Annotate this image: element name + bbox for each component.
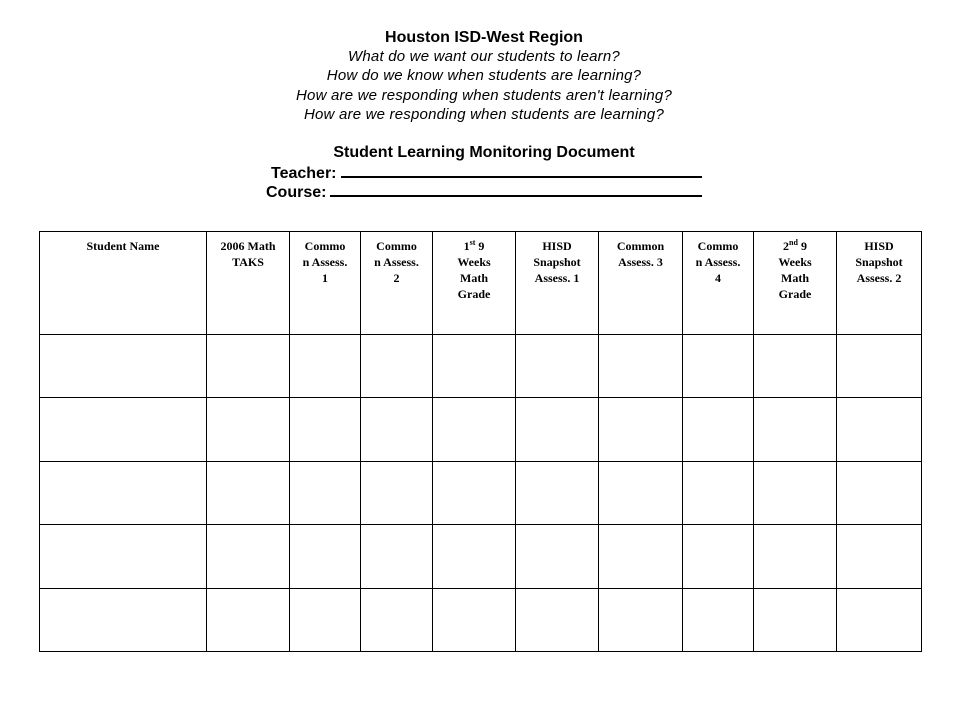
table-cell[interactable] [207,525,290,588]
table-cell[interactable] [516,335,599,398]
table-cell[interactable] [207,398,290,461]
col-hisd-snapshot-1: HISD Snapshot Assess. 1 [516,232,599,335]
question-2: How do we know when students are learning? [326,67,642,84]
table-row [40,525,922,588]
table-cell[interactable] [754,398,837,461]
question-4: How are we responding when students are learning? [303,106,664,123]
table-cell[interactable] [599,588,683,651]
course-label: Course: [266,184,327,201]
teacher-label: Teacher: [271,165,337,182]
monitoring-table [39,231,922,652]
document-title: Student Learning Monitoring Document [333,144,635,161]
table-cell[interactable] [683,335,754,398]
table-cell[interactable] [683,398,754,461]
table-cell[interactable] [599,335,683,398]
table-row [40,461,922,524]
col-1st-9-weeks-grade: 1st 9 Weeks Math Grade [433,232,516,335]
table-cell[interactable] [361,588,433,651]
table-cell[interactable] [599,525,683,588]
table-cell[interactable] [40,398,207,461]
table-cell[interactable] [207,461,290,524]
table-cell[interactable] [40,588,207,651]
table-cell[interactable] [290,588,361,651]
table-row [40,588,922,651]
table-cell[interactable] [837,525,922,588]
col-2006-math-taks: 2006 Math TAKS [207,232,290,335]
table-cell[interactable] [290,335,361,398]
table-row [40,335,922,398]
table-cell[interactable] [40,335,207,398]
col-common-assess-1: Commo n Assess. 1 [290,232,361,335]
table-cell[interactable] [433,335,516,398]
col-2nd-9-weeks-grade: 2nd 9 Weeks Math Grade [754,232,837,335]
first-9-label: 1st 9 [463,238,485,253]
table-cell[interactable] [433,398,516,461]
course-field [266,181,702,202]
table-cell[interactable] [433,461,516,524]
col-common-assess-4: Commo n Assess. 4 [683,232,754,335]
header-row [40,232,922,335]
table-cell[interactable] [837,461,922,524]
table-cell[interactable] [361,398,433,461]
table-cell[interactable] [754,335,837,398]
table-cell[interactable] [433,525,516,588]
table-cell[interactable] [837,588,922,651]
table-cell[interactable] [361,461,433,524]
table-body [40,335,922,652]
table-cell[interactable] [207,335,290,398]
table-cell[interactable] [207,588,290,651]
table-cell[interactable] [40,525,207,588]
table-cell[interactable] [837,335,922,398]
table-cell[interactable] [40,461,207,524]
table-cell[interactable] [433,588,516,651]
table-cell[interactable] [516,588,599,651]
table-cell[interactable] [516,461,599,524]
table-cell[interactable] [361,335,433,398]
table-row [40,398,922,461]
teacher-blank-line[interactable] [341,162,702,178]
table-cell[interactable] [754,461,837,524]
col-common-assess-2: Commo n Assess. 2 [361,232,433,335]
table-cell[interactable] [516,525,599,588]
table-cell[interactable] [683,588,754,651]
table-cell[interactable] [290,525,361,588]
teacher-field [271,162,702,183]
table-cell[interactable] [683,525,754,588]
col-hisd-snapshot-2: HISD Snapshot Assess. 2 [837,232,922,335]
table-cell[interactable] [290,461,361,524]
col-common-assess-3: Common Assess. 3 [599,232,683,335]
table-cell[interactable] [599,461,683,524]
course-blank-line[interactable] [330,181,702,197]
table-cell[interactable] [516,398,599,461]
table-cell[interactable] [754,525,837,588]
table-cell[interactable] [361,525,433,588]
table-cell[interactable] [837,398,922,461]
col-student-name: Student Name [40,232,207,335]
table-cell[interactable] [599,398,683,461]
region-title: Houston ISD-West Region [385,29,583,46]
table-cell[interactable] [754,588,837,651]
question-3: How are we responding when students aren't learning? [296,87,672,104]
table-cell[interactable] [683,461,754,524]
table-cell[interactable] [290,398,361,461]
second-9-label: 2nd 9 [783,238,807,253]
question-1: What do we want our students to learn? [348,48,620,65]
